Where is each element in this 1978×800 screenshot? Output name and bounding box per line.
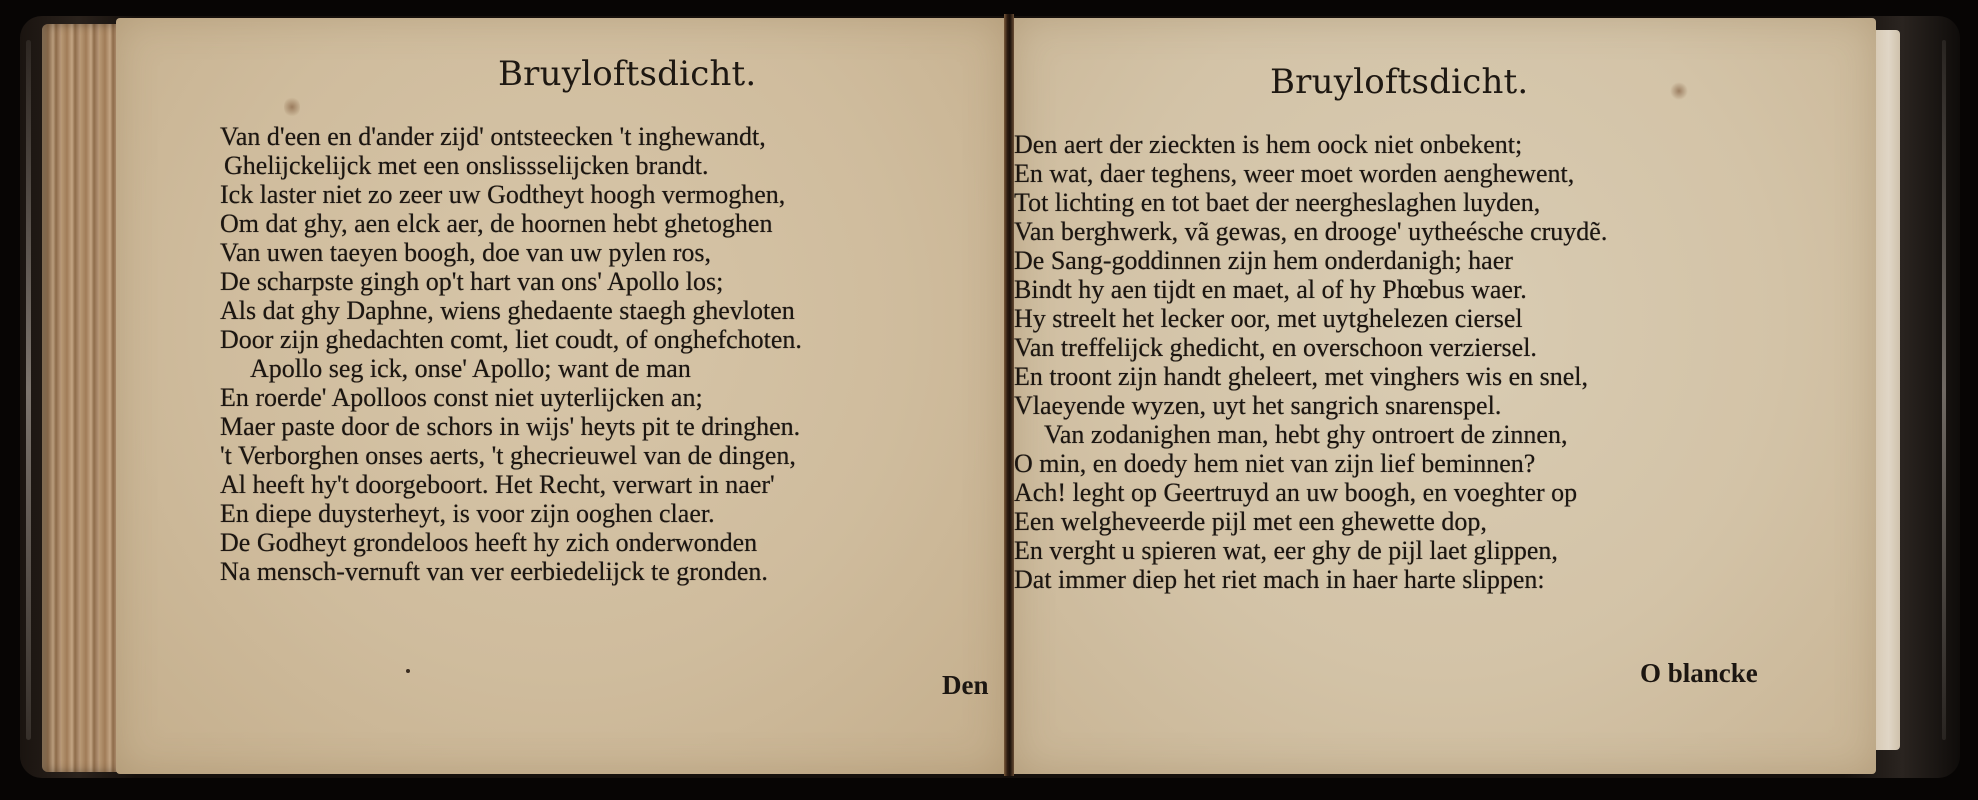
verse-line: Tot lichting en tot baet der neergheslaghen luyden, <box>1014 188 1541 217</box>
verse-line: De Sang-goddinnen zijn hem onderdanigh; haer <box>1014 246 1513 275</box>
verse-line-indented: Van zodanighen man, hebt ghy ontroert de zinnen, <box>1044 420 1568 449</box>
verse-line: Na mensch-vernuft van ver eerbiedelijck te gronden. <box>220 557 768 586</box>
verse-line: Een welgheveerde pijl met een ghewette dop, <box>1014 507 1487 536</box>
verse-line: Hy streelt het lecker oor, met uytghelezen ciersel <box>1014 304 1523 333</box>
poem-text-right <box>1014 130 1607 594</box>
verse-line: 't Verborghen onses aerts, 't ghecrieuwel van de dingen, <box>220 441 796 470</box>
verse-line: Maer paste door de schors in wijs' heyts pit te dringhen. <box>220 412 801 441</box>
verse-line: De scharpste gingh op't hart van ons' Apollo los; <box>220 267 724 296</box>
verse-line: En wat, daer teghens, weer moet worden aenghewent, <box>1014 159 1575 188</box>
speck <box>406 669 410 673</box>
catchword-right: O blancke <box>1640 658 1758 688</box>
verse-line: Door zijn ghedachten comt, liet coudt, of onghefchoten. <box>220 325 802 354</box>
cover-edge-highlight-left <box>26 40 31 740</box>
running-head-right: Bruyloftsdicht. <box>1270 62 1529 102</box>
verse-line: Vlaeyende wyzen, uyt het sangrich snarenspel. <box>1014 391 1502 420</box>
verse-line: En verght u spieren wat, eer ghy de pijl laet glippen, <box>1014 536 1558 565</box>
verse-line: Dat immer diep het riet mach in haer harte slippen: <box>1014 565 1545 594</box>
verse-line: Van treffelijck ghedicht, en overschoon verziersel. <box>1014 333 1537 362</box>
verse-line: Om dat ghy, aen elck aer, de hoornen hebt ghetoghen <box>220 209 773 238</box>
book-gutter <box>1004 14 1014 776</box>
catchword-left: Den <box>942 670 989 700</box>
left-page <box>116 18 1004 774</box>
verse-line: En roerde' Apolloos const niet uyterlijcken an; <box>220 383 703 412</box>
verse-line: Ach! leght op Geertruyd an uw boogh, en voeghter op <box>1014 478 1578 507</box>
poem-text-left <box>220 122 802 586</box>
verse-line: Van d'een en d'ander zijd' ontsteecken 't inghewandt, <box>220 122 766 151</box>
right-page <box>1014 18 1876 774</box>
verse-line: Van berghwerk, vã gewas, en drooge' uytheésche cruydẽ. <box>1014 217 1608 246</box>
verse-line: De Godheyt grondeloos heeft hy zich onderwonden <box>220 528 758 557</box>
verse-line: O min, en doedy hem niet van zijn lief beminnen? <box>1014 449 1536 478</box>
verse-line: Al heeft hy't doorgeboort. Het Recht, verwart in naer' <box>220 470 775 499</box>
verse-line-indented: Apollo seg ick, onse' Apollo; want de man <box>250 354 691 383</box>
verse-line: En troont zijn handt gheleert, met vinghers wis en snel, <box>1014 362 1589 391</box>
verse-line: Den aert der zieckten is hem oock niet onbekent; <box>1014 130 1523 159</box>
verse-line: En diepe duysterheyt, is voor zijn ooghen claer. <box>220 499 715 528</box>
page-edges-left <box>42 24 122 772</box>
running-head-left: Bruyloftsdicht. <box>498 54 757 94</box>
verse-line: Ghelijckelijck met een onslissselijcken brandt. <box>224 151 709 180</box>
cover-edge-highlight-right <box>1942 40 1946 740</box>
ink-stain <box>284 96 300 118</box>
ink-stain <box>1670 82 1688 100</box>
verse-line: Als dat ghy Daphne, wiens ghedaente staegh ghevloten <box>220 296 795 325</box>
verse-line: Bindt hy aen tijdt en maet, al of hy Phœbus waer. <box>1014 275 1527 304</box>
verse-line: Ick laster niet zo zeer uw Godtheyt hoogh vermoghen, <box>220 180 786 209</box>
verse-line: Van uwen taeyen boogh, doe van uw pylen ros, <box>220 238 711 267</box>
